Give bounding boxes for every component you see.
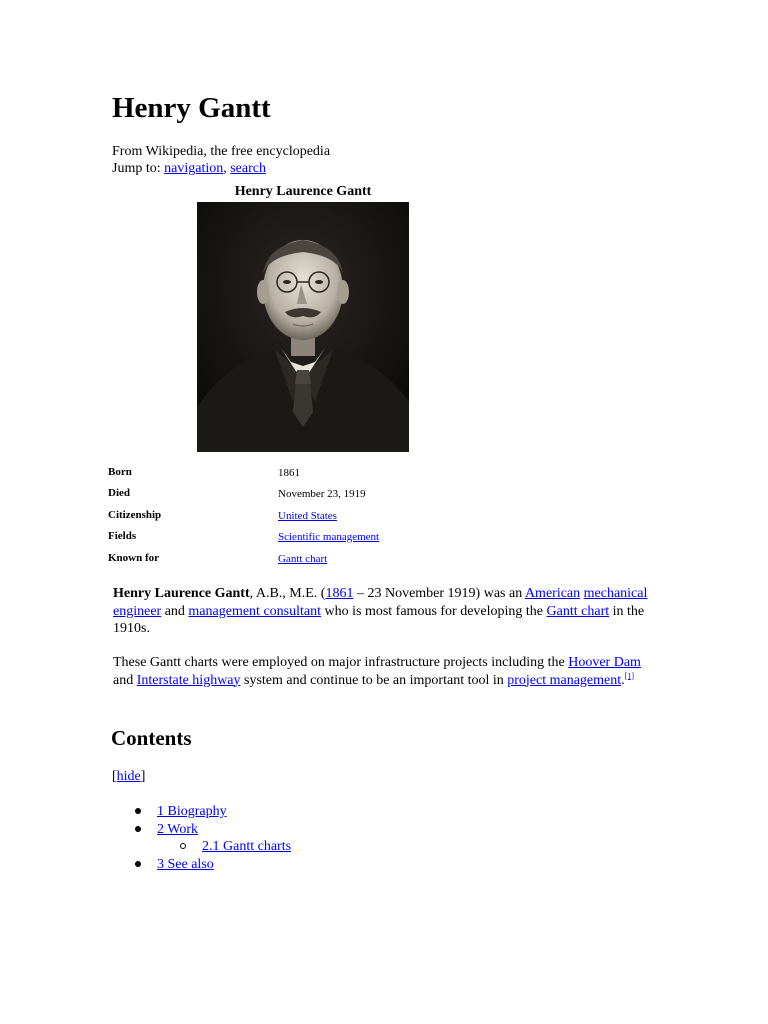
- intro-paragraph: [113, 585, 658, 638]
- infobox-value-died: November 23, 1919: [278, 488, 366, 500]
- infobox-label-known-for: Known for: [108, 552, 160, 564]
- toc-item: [202, 838, 291, 855]
- infobox-label-fields: Fields: [108, 530, 137, 542]
- jump-navigation-link[interactable]: navigation: [164, 161, 224, 176]
- toc-close-bracket: ]: [140, 769, 146, 784]
- site-tagline: From Wikipedia, the free encyclopedia: [112, 144, 331, 159]
- p1-text: who is most famous for developing the: [321, 603, 547, 619]
- infobox-link-fields[interactable]: Scientific management: [278, 531, 380, 543]
- bullet-disc-icon: [135, 861, 141, 867]
- link-american[interactable]: American: [524, 586, 581, 601]
- infobox-label-born: Born: [108, 466, 132, 478]
- p1-text: in the 1910s.: [113, 603, 645, 636]
- toc-hide-link[interactable]: hide: [116, 769, 141, 784]
- toc-link-biography[interactable]: 1 Biography: [157, 804, 227, 819]
- infobox-link-known-for[interactable]: Gantt chart: [278, 553, 328, 565]
- jump-search-link[interactable]: search: [230, 161, 266, 176]
- toc-item: [157, 821, 198, 838]
- contents-heading: Contents: [111, 726, 192, 750]
- p2-text: and: [113, 672, 137, 688]
- toc-item: [157, 803, 227, 820]
- p2-text: system and continue to be an important tool in: [240, 672, 508, 688]
- infobox-value-born: 1861: [278, 467, 300, 479]
- p2-text: These Gantt charts were employed on major infrastructure projects including the: [113, 655, 569, 670]
- toc-open-bracket: [: [112, 769, 117, 784]
- jump-separator: ,: [223, 161, 231, 176]
- link-mechanical-engineer[interactable]: mechanical engineer: [113, 586, 648, 619]
- link-hoover-dam[interactable]: Hoover Dam: [568, 655, 641, 670]
- toc-link-see-also[interactable]: 3 See also: [157, 857, 214, 872]
- link-management-consultant[interactable]: management consultant: [188, 603, 321, 619]
- infobox-label-citizenship: Citizenship: [108, 509, 162, 521]
- link-gantt-chart[interactable]: Gantt chart: [546, 603, 610, 619]
- infobox-caption: Henry Laurence Gantt: [234, 184, 372, 199]
- portrait-photo: [197, 202, 409, 452]
- bullet-disc-icon: [135, 826, 141, 832]
- infobox-label-died: Died: [108, 487, 130, 499]
- subject-name: Henry Laurence Gantt: [113, 586, 250, 601]
- jump-to-line: [112, 160, 266, 177]
- second-paragraph: [113, 654, 658, 689]
- toc-link-work[interactable]: 2 Work: [157, 822, 199, 837]
- infobox-link-citizenship[interactable]: United States: [278, 510, 337, 522]
- reference-link-1[interactable]: [1]: [624, 670, 634, 680]
- bullet-disc-icon: [135, 808, 141, 814]
- p1-text: and: [161, 603, 189, 619]
- p1-text: , A.B., M.E. (: [249, 586, 326, 601]
- toc-toggle: [112, 768, 145, 785]
- page-title: Henry Gantt: [112, 92, 271, 124]
- link-interstate-highway[interactable]: Interstate highway: [136, 672, 241, 688]
- p2-text: .: [621, 672, 625, 688]
- p1-text: – 23 November 1919) was an: [353, 586, 525, 601]
- link-1861[interactable]: 1861: [325, 586, 354, 601]
- toc-link-gantt-charts[interactable]: 2.1 Gantt charts: [202, 839, 292, 854]
- toc-item: [157, 856, 214, 873]
- link-project-management[interactable]: project management: [507, 672, 622, 688]
- bullet-circle-icon: [180, 843, 186, 849]
- portrait-image: [197, 202, 409, 452]
- jump-to-label: Jump to:: [112, 161, 165, 176]
